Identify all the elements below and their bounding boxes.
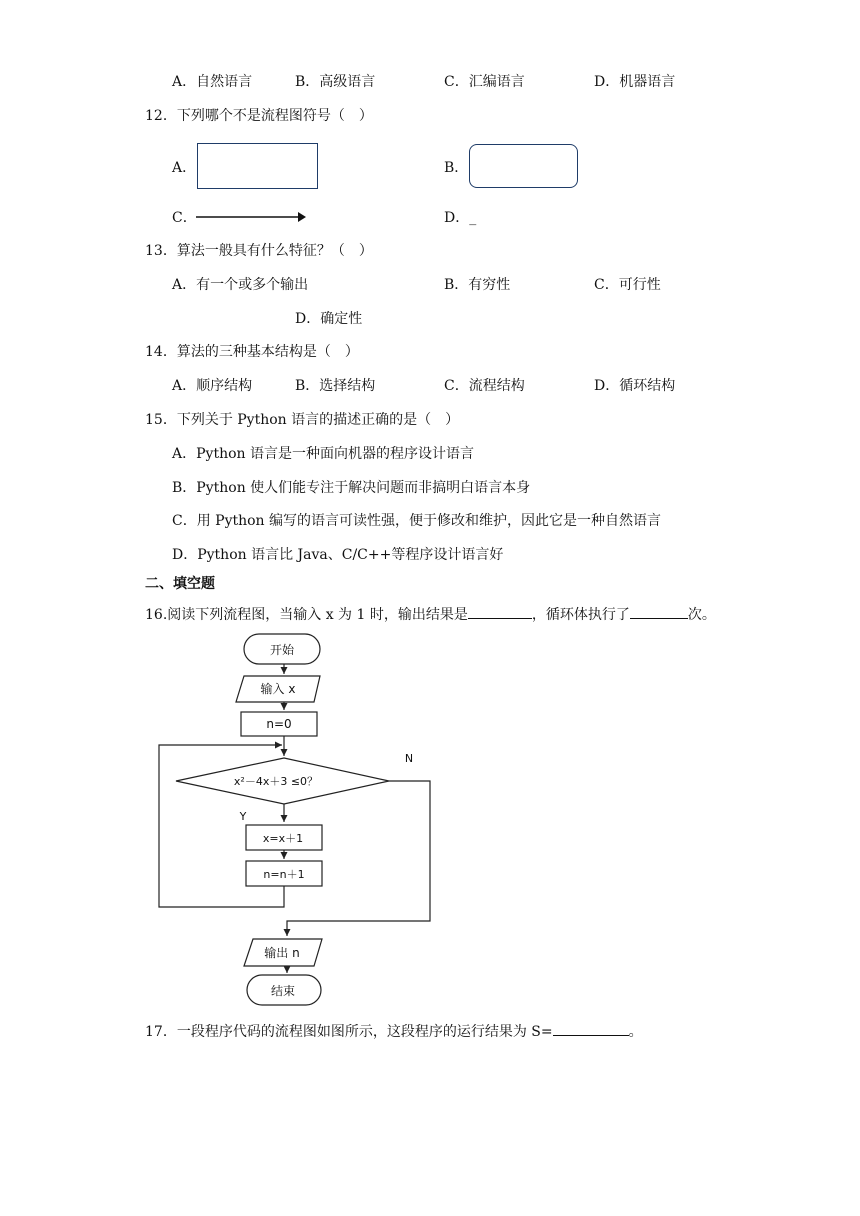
flow-end-text: 结束 xyxy=(270,984,296,998)
q12-stem: 12．下列哪个不是流程图符号（ ） xyxy=(145,108,373,124)
flow-init-text: n=0 xyxy=(266,717,292,731)
q16-stem xyxy=(145,604,716,624)
flow-step-x-text: x=x＋1 xyxy=(262,832,304,845)
q11-option-c: C．汇编语言 xyxy=(444,74,525,90)
q14-option-c: C．流程结构 xyxy=(444,378,525,394)
q16-stem-part1: 16.阅读下列流程图，当输入 x 为 1 时，输出结果是 xyxy=(145,607,468,623)
q11-option-b: B．高级语言 xyxy=(295,74,376,90)
flow-condition-text: x²－4x＋3 ≤0？ xyxy=(233,775,319,788)
q17-stem-part1: 17．一段程序代码的流程图如图所示，这段程序的运行结果为 S= xyxy=(145,1024,553,1040)
q12-label-c: C． xyxy=(172,210,197,226)
q14-option-a: A．顺序结构 xyxy=(172,378,253,394)
flow-input-text: 输入 x xyxy=(260,682,296,696)
q13-option-c: C．可行性 xyxy=(594,277,661,293)
q13-option-b: B．有穷性 xyxy=(444,277,511,293)
q13-option-a: A．有一个或多个输出 xyxy=(172,277,309,293)
q12-arrow-symbol xyxy=(196,210,308,224)
q16-answer-blank-2[interactable] xyxy=(630,604,688,619)
q14-option-d: D．循环结构 xyxy=(594,378,676,394)
q15-option-b: B．Python 使人们能专注于解决问题而非搞明白语言本身 xyxy=(172,480,531,496)
q15-option-c: C．用 Python 编写的语言可读性强，便于修改和维护，因此它是一种自然语言 xyxy=(172,513,662,529)
flow-no-branch-line xyxy=(287,781,430,936)
q14-option-b: B．选择结构 xyxy=(295,378,376,394)
q16-stem-part3: 次。 xyxy=(687,607,716,623)
flow-yes-label: Y xyxy=(239,810,247,823)
q17-stem-part2: 。 xyxy=(628,1024,643,1040)
q16-answer-blank-1[interactable] xyxy=(468,604,532,619)
section-title-fill-in: 二、填空题 xyxy=(145,576,215,592)
flow-loop-back-line xyxy=(159,745,284,907)
q12-label-b: B． xyxy=(444,160,469,176)
q12-rounded-rectangle-symbol xyxy=(469,144,578,188)
q12-rectangle-symbol xyxy=(197,143,318,189)
flow-step-n-text: n=n＋1 xyxy=(263,868,305,881)
q17-stem xyxy=(145,1021,643,1041)
flow-no-label: N xyxy=(404,752,414,765)
q14-stem: 14．算法的三种基本结构是（ ） xyxy=(145,344,359,360)
q11-option-a: A．自然语言 xyxy=(172,74,253,90)
q16-flowchart xyxy=(150,628,450,1010)
flow-start-text: 开始 xyxy=(269,643,295,657)
q12-label-d: D．_ xyxy=(444,210,477,226)
q16-stem-part2: ，循环体执行了 xyxy=(531,607,630,623)
q12-label-a: A． xyxy=(172,160,197,176)
q17-answer-blank[interactable] xyxy=(553,1021,629,1036)
q15-option-d: D．Python 语言比 Java、C/C++等程序设计语言好 xyxy=(172,547,504,563)
q15-stem: 15．下列关于 Python 语言的描述正确的是（ ） xyxy=(145,412,460,428)
flow-output-text: 输出 n xyxy=(264,946,300,960)
q13-stem: 13．算法一般具有什么特征？（ ） xyxy=(145,243,373,259)
q15-option-a: A．Python 语言是一种面向机器的程序设计语言 xyxy=(172,446,474,462)
q13-option-d: D．确定性 xyxy=(295,311,363,327)
q11-option-d: D．机器语言 xyxy=(594,74,676,90)
